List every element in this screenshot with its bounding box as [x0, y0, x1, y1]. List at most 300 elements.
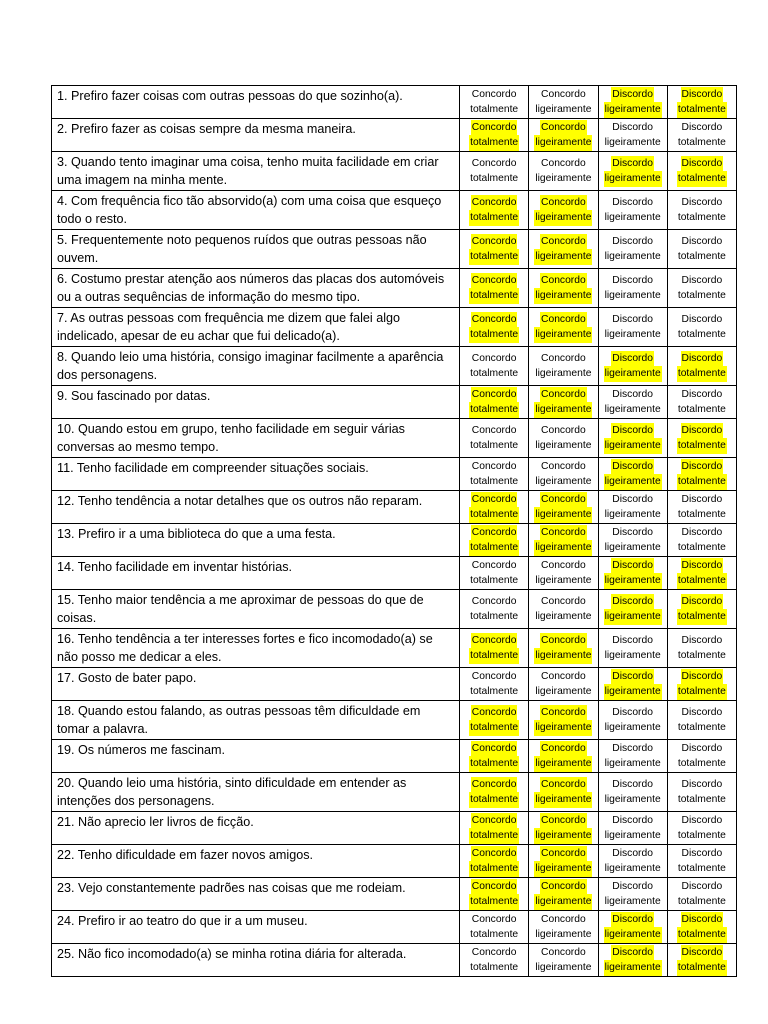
option-concordo-ligeiramente[interactable] — [529, 773, 598, 812]
option-concordo-ligeiramente[interactable] — [529, 152, 598, 191]
option-concordo-totalmente[interactable] — [460, 629, 529, 668]
option-word-1: Concordo — [471, 312, 518, 328]
question-text: 2. Prefiro fazer as coisas sempre da mesma maneira. — [52, 119, 460, 152]
question-text: 7. As outras pessoas com frequência me dizem que falei algo indelicado, apesar de eu achar que fui delicado(a). — [52, 308, 460, 347]
option-concordo-ligeiramente[interactable] — [529, 590, 598, 629]
option-word-2: totalmente — [470, 104, 519, 115]
option-discordo-ligeiramente[interactable] — [598, 86, 667, 119]
option-word-2: totalmente — [469, 756, 519, 772]
option-discordo-totalmente[interactable] — [667, 152, 736, 191]
option-word-2: ligeiramente — [535, 929, 592, 940]
option-concordo-totalmente[interactable] — [460, 668, 529, 701]
question-row — [52, 491, 737, 524]
option-word-1: Discordo — [681, 945, 724, 961]
option-discordo-totalmente[interactable] — [667, 458, 736, 491]
option-word-1: Discordo — [611, 351, 654, 367]
option-concordo-totalmente[interactable] — [460, 524, 529, 557]
question-row — [52, 347, 737, 386]
option-discordo-totalmente[interactable] — [667, 347, 736, 386]
option-concordo-totalmente[interactable] — [460, 269, 529, 308]
option-word-1: Concordo — [471, 492, 518, 508]
option-concordo-ligeiramente[interactable] — [529, 386, 598, 419]
option-concordo-ligeiramente[interactable] — [529, 269, 598, 308]
option-word-2: ligeiramente — [535, 476, 592, 487]
option-word-1: Concordo — [471, 633, 518, 649]
option-word-2: totalmente — [677, 438, 727, 454]
question-text: 13. Prefiro ir a uma biblioteca do que a uma festa. — [52, 524, 460, 557]
option-word-2: ligeiramente — [604, 722, 661, 733]
option-word-1: Concordo — [471, 946, 517, 958]
option-word-1: Discordo — [681, 493, 723, 505]
question-row — [52, 629, 737, 668]
option-concordo-totalmente[interactable] — [460, 878, 529, 911]
option-concordo-ligeiramente[interactable] — [529, 740, 598, 773]
option-word-1: Concordo — [471, 559, 517, 571]
option-concordo-ligeiramente[interactable] — [529, 668, 598, 701]
question-text: 1. Prefiro fazer coisas com outras pessoas do que sozinho(a). — [52, 86, 460, 119]
option-concordo-totalmente[interactable] — [460, 347, 529, 386]
option-word-1: Discordo — [612, 778, 653, 790]
question-row — [52, 701, 737, 740]
option-word-1: Concordo — [471, 120, 518, 136]
question-row — [52, 308, 737, 347]
option-discordo-ligeiramente[interactable] — [598, 386, 667, 419]
option-discordo-totalmente[interactable] — [667, 269, 736, 308]
option-word-2: totalmente — [469, 327, 519, 343]
option-discordo-totalmente[interactable] — [667, 590, 736, 629]
option-discordo-totalmente[interactable] — [667, 773, 736, 812]
option-word-2: ligeiramente — [534, 540, 592, 556]
option-word-2: totalmente — [677, 722, 726, 733]
option-word-2: ligeiramente — [604, 542, 661, 553]
option-word-1: Discordo — [612, 526, 653, 538]
option-word-2: ligeiramente — [604, 102, 662, 118]
option-discordo-ligeiramente[interactable] — [598, 590, 667, 629]
option-discordo-ligeiramente[interactable] — [598, 191, 667, 230]
option-word-2: ligeiramente — [604, 509, 661, 520]
option-word-1: Discordo — [612, 235, 653, 247]
option-concordo-totalmente[interactable] — [460, 458, 529, 491]
question-text: 5. Frequentemente noto pequenos ruídos que outras pessoas não ouvem. — [52, 230, 460, 269]
option-discordo-ligeiramente[interactable] — [598, 911, 667, 944]
option-word-2: totalmente — [470, 929, 519, 940]
option-concordo-ligeiramente[interactable] — [529, 419, 598, 458]
option-discordo-totalmente[interactable] — [667, 911, 736, 944]
option-word-1: Concordo — [540, 633, 587, 649]
option-word-2: ligeiramente — [604, 650, 661, 661]
option-concordo-totalmente[interactable] — [460, 119, 529, 152]
option-word-2: ligeiramente — [604, 830, 661, 841]
option-concordo-ligeiramente[interactable] — [529, 458, 598, 491]
question-text: 6. Costumo prestar atenção aos números das placas dos automóveis ou a outras sequências de informação do mesmo tipo. — [52, 269, 460, 308]
question-row — [52, 944, 737, 977]
option-word-2: ligeiramente — [534, 288, 592, 304]
option-word-1: Discordo — [611, 423, 654, 439]
question-row — [52, 119, 737, 152]
option-word-1: Concordo — [540, 879, 587, 895]
option-word-2: ligeiramente — [604, 960, 662, 976]
option-word-2: totalmente — [469, 249, 519, 265]
option-word-1: Concordo — [471, 913, 517, 925]
option-word-1: Concordo — [471, 88, 517, 100]
option-word-1: Discordo — [681, 594, 724, 610]
option-word-2: totalmente — [470, 476, 519, 487]
option-discordo-ligeiramente[interactable] — [598, 347, 667, 386]
option-word-1: Concordo — [471, 157, 517, 169]
option-discordo-totalmente[interactable] — [667, 668, 736, 701]
option-word-2: totalmente — [469, 720, 519, 736]
option-word-1: Concordo — [471, 195, 518, 211]
option-word-1: Discordo — [611, 558, 654, 574]
option-word-2: ligeiramente — [534, 756, 592, 772]
option-word-1: Concordo — [540, 846, 587, 862]
option-word-2: totalmente — [677, 960, 727, 976]
option-word-1: Concordo — [540, 273, 587, 289]
option-word-2: ligeiramente — [604, 251, 661, 262]
option-word-1: Discordo — [681, 706, 723, 718]
option-word-2: totalmente — [677, 609, 727, 625]
option-word-2: totalmente — [470, 575, 519, 586]
option-word-1: Discordo — [681, 274, 723, 286]
question-row — [52, 191, 737, 230]
option-word-2: ligeiramente — [604, 758, 661, 769]
option-concordo-ligeiramente[interactable] — [529, 230, 598, 269]
option-concordo-ligeiramente[interactable] — [529, 812, 598, 845]
option-word-1: Discordo — [681, 235, 723, 247]
option-word-2: ligeiramente — [534, 210, 592, 226]
option-word-2: ligeiramente — [534, 402, 592, 418]
option-word-2: totalmente — [677, 684, 727, 700]
option-word-1: Discordo — [612, 313, 653, 325]
option-word-1: Concordo — [471, 670, 517, 682]
option-word-1: Concordo — [540, 525, 587, 541]
option-word-2: totalmente — [470, 173, 519, 184]
question-row — [52, 911, 737, 944]
option-word-2: totalmente — [469, 288, 519, 304]
option-word-1: Discordo — [681, 351, 724, 367]
option-word-1: Discordo — [681, 669, 724, 685]
option-discordo-ligeiramente[interactable] — [598, 740, 667, 773]
option-discordo-totalmente[interactable] — [667, 524, 736, 557]
option-word-1: Concordo — [541, 460, 586, 472]
option-discordo-totalmente[interactable] — [667, 845, 736, 878]
option-word-1: Concordo — [540, 195, 587, 211]
option-concordo-totalmente[interactable] — [460, 308, 529, 347]
option-word-1: Concordo — [541, 88, 586, 100]
question-text: 15. Tenho maior tendência a me aproximar de pessoas do que de coisas. — [52, 590, 460, 629]
option-word-2: ligeiramente — [604, 438, 662, 454]
option-word-2: totalmente — [677, 404, 726, 415]
option-concordo-ligeiramente[interactable] — [529, 347, 598, 386]
option-word-1: Discordo — [681, 847, 723, 859]
option-word-1: Concordo — [540, 777, 587, 793]
option-word-1: Concordo — [471, 595, 517, 607]
option-discordo-ligeiramente[interactable] — [598, 629, 667, 668]
option-word-1: Discordo — [681, 526, 723, 538]
option-concordo-totalmente[interactable] — [460, 86, 529, 119]
option-concordo-totalmente[interactable] — [460, 152, 529, 191]
option-discordo-totalmente[interactable] — [667, 386, 736, 419]
option-word-2: totalmente — [677, 830, 726, 841]
question-text: 12. Tenho tendência a notar detalhes que os outros não reparam. — [52, 491, 460, 524]
option-word-2: totalmente — [677, 102, 727, 118]
option-word-2: totalmente — [677, 573, 727, 589]
option-word-2: totalmente — [677, 794, 726, 805]
option-concordo-ligeiramente[interactable] — [529, 944, 598, 977]
option-word-1: Concordo — [541, 352, 586, 364]
option-concordo-ligeiramente[interactable] — [529, 308, 598, 347]
option-word-1: Concordo — [471, 525, 518, 541]
question-text: 18. Quando estou falando, as outras pessoas têm dificuldade em tomar a palavra. — [52, 701, 460, 740]
option-discordo-ligeiramente[interactable] — [598, 152, 667, 191]
option-word-2: totalmente — [677, 863, 726, 874]
option-word-2: ligeiramente — [535, 611, 592, 622]
option-discordo-ligeiramente[interactable] — [598, 524, 667, 557]
option-discordo-ligeiramente[interactable] — [598, 230, 667, 269]
option-word-1: Concordo — [540, 387, 587, 403]
option-word-1: Discordo — [611, 594, 654, 610]
option-discordo-ligeiramente[interactable] — [598, 419, 667, 458]
option-word-1: Discordo — [612, 847, 653, 859]
option-discordo-totalmente[interactable] — [667, 419, 736, 458]
option-discordo-ligeiramente[interactable] — [598, 878, 667, 911]
option-concordo-totalmente[interactable] — [460, 740, 529, 773]
option-word-2: ligeiramente — [535, 173, 592, 184]
option-word-1: Discordo — [612, 196, 653, 208]
option-discordo-totalmente[interactable] — [667, 740, 736, 773]
option-word-1: Concordo — [471, 424, 517, 436]
option-word-1: Discordo — [681, 778, 723, 790]
option-word-2: ligeiramente — [534, 507, 592, 523]
question-text: 24. Prefiro ir ao teatro do que ir a um museu. — [52, 911, 460, 944]
option-word-1: Discordo — [611, 87, 654, 103]
option-concordo-ligeiramente[interactable] — [529, 701, 598, 740]
option-word-1: Concordo — [540, 813, 587, 829]
option-discordo-ligeiramente[interactable] — [598, 491, 667, 524]
option-concordo-ligeiramente[interactable] — [529, 491, 598, 524]
question-text: 25. Não fico incomodado(a) se minha rotina diária for alterada. — [52, 944, 460, 977]
option-concordo-totalmente[interactable] — [460, 491, 529, 524]
question-text: 16. Tenho tendência a ter interesses fortes e fico incomodado(a) se não posso me dedicar a eles. — [52, 629, 460, 668]
option-discordo-ligeiramente[interactable] — [598, 557, 667, 590]
option-concordo-totalmente[interactable] — [460, 812, 529, 845]
option-word-2: ligeiramente — [604, 329, 661, 340]
option-word-1: Discordo — [612, 814, 653, 826]
option-concordo-ligeiramente[interactable] — [529, 629, 598, 668]
option-word-1: Discordo — [681, 814, 723, 826]
option-word-1: Concordo — [471, 705, 518, 721]
option-word-2: totalmente — [677, 366, 727, 382]
option-discordo-totalmente[interactable] — [667, 878, 736, 911]
option-concordo-ligeiramente[interactable] — [529, 878, 598, 911]
option-word-1: Concordo — [471, 234, 518, 250]
option-concordo-totalmente[interactable] — [460, 911, 529, 944]
option-word-1: Concordo — [540, 492, 587, 508]
option-word-2: ligeiramente — [534, 135, 592, 151]
option-discordo-ligeiramente[interactable] — [598, 773, 667, 812]
option-word-1: Discordo — [681, 880, 723, 892]
question-row — [52, 812, 737, 845]
question-text: 20. Quando leio uma história, sinto dificuldade em entender as intenções dos personagens. — [52, 773, 460, 812]
option-word-2: totalmente — [469, 507, 519, 523]
option-word-1: Discordo — [681, 388, 723, 400]
option-discordo-totalmente[interactable] — [667, 191, 736, 230]
option-word-2: ligeiramente — [604, 927, 662, 943]
option-word-1: Discordo — [611, 945, 654, 961]
option-word-2: totalmente — [677, 329, 726, 340]
option-word-1: Discordo — [681, 121, 723, 133]
question-row — [52, 524, 737, 557]
option-discordo-ligeiramente[interactable] — [598, 458, 667, 491]
option-concordo-totalmente[interactable] — [460, 845, 529, 878]
option-word-2: ligeiramente — [604, 171, 662, 187]
option-word-1: Concordo — [471, 352, 517, 364]
option-concordo-totalmente[interactable] — [460, 590, 529, 629]
question-row — [52, 230, 737, 269]
option-discordo-totalmente[interactable] — [667, 230, 736, 269]
option-concordo-ligeiramente[interactable] — [529, 911, 598, 944]
question-text: 4. Com frequência fico tão absorvido(a) com uma coisa que esqueço todo o resto. — [52, 191, 460, 230]
option-concordo-ligeiramente[interactable] — [529, 191, 598, 230]
option-word-1: Concordo — [541, 946, 586, 958]
option-concordo-totalmente[interactable] — [460, 386, 529, 419]
option-word-2: ligeiramente — [534, 648, 592, 664]
option-discordo-ligeiramente[interactable] — [598, 119, 667, 152]
option-word-1: Discordo — [612, 742, 653, 754]
option-word-1: Concordo — [541, 595, 586, 607]
option-word-2: ligeiramente — [604, 290, 661, 301]
option-discordo-totalmente[interactable] — [667, 119, 736, 152]
option-word-1: Concordo — [471, 460, 517, 472]
option-word-1: Discordo — [681, 156, 724, 172]
option-discordo-totalmente[interactable] — [667, 944, 736, 977]
option-word-2: ligeiramente — [535, 575, 592, 586]
question-text: 11. Tenho facilidade em compreender situações sociais. — [52, 458, 460, 491]
option-word-2: totalmente — [469, 135, 519, 151]
option-word-2: totalmente — [677, 251, 726, 262]
question-text: 17. Gosto de bater papo. — [52, 668, 460, 701]
option-concordo-ligeiramente[interactable] — [529, 524, 598, 557]
option-word-2: ligeiramente — [604, 404, 661, 415]
option-word-2: totalmente — [470, 368, 519, 379]
option-word-1: Concordo — [471, 879, 518, 895]
option-word-2: totalmente — [677, 758, 726, 769]
option-discordo-totalmente[interactable] — [667, 308, 736, 347]
option-word-2: ligeiramente — [604, 474, 662, 490]
question-text: 8. Quando leio uma história, consigo imaginar facilmente a aparência dos personagens. — [52, 347, 460, 386]
option-word-1: Discordo — [612, 706, 653, 718]
option-word-2: ligeiramente — [535, 368, 592, 379]
option-word-2: ligeiramente — [534, 861, 592, 877]
option-word-2: ligeiramente — [534, 792, 592, 808]
option-word-1: Discordo — [681, 742, 723, 754]
option-concordo-ligeiramente[interactable] — [529, 845, 598, 878]
option-concordo-totalmente[interactable] — [460, 944, 529, 977]
option-concordo-totalmente[interactable] — [460, 230, 529, 269]
option-word-2: ligeiramente — [534, 828, 592, 844]
option-word-2: ligeiramente — [534, 327, 592, 343]
question-text: 23. Vejo constantemente padrões nas coisas que me rodeiam. — [52, 878, 460, 911]
option-concordo-totalmente[interactable] — [460, 557, 529, 590]
option-word-1: Concordo — [471, 387, 518, 403]
option-word-1: Concordo — [541, 670, 586, 682]
option-word-2: totalmente — [469, 894, 519, 910]
option-word-1: Concordo — [471, 777, 518, 793]
option-concordo-ligeiramente[interactable] — [529, 86, 598, 119]
question-row — [52, 419, 737, 458]
question-row — [52, 590, 737, 629]
option-discordo-totalmente[interactable] — [667, 812, 736, 845]
option-word-1: Discordo — [612, 634, 653, 646]
option-word-1: Discordo — [612, 274, 653, 286]
option-word-2: ligeiramente — [604, 366, 662, 382]
question-row — [52, 269, 737, 308]
option-word-1: Concordo — [471, 813, 518, 829]
option-word-2: ligeiramente — [534, 894, 592, 910]
question-row — [52, 86, 737, 119]
option-word-1: Discordo — [611, 156, 654, 172]
question-text: 10. Quando estou em grupo, tenho facilidade em seguir várias conversas ao mesmo tempo. — [52, 419, 460, 458]
option-concordo-totalmente[interactable] — [460, 701, 529, 740]
option-word-2: totalmente — [677, 927, 727, 943]
option-discordo-ligeiramente[interactable] — [598, 812, 667, 845]
option-word-2: totalmente — [469, 402, 519, 418]
option-word-2: totalmente — [677, 542, 726, 553]
option-word-2: ligeiramente — [535, 440, 592, 451]
option-discordo-ligeiramente[interactable] — [598, 701, 667, 740]
option-word-2: totalmente — [469, 648, 519, 664]
question-row — [52, 668, 737, 701]
option-discordo-ligeiramente[interactable] — [598, 944, 667, 977]
option-concordo-totalmente[interactable] — [460, 773, 529, 812]
option-discordo-ligeiramente[interactable] — [598, 845, 667, 878]
option-discordo-ligeiramente[interactable] — [598, 308, 667, 347]
option-discordo-totalmente[interactable] — [667, 491, 736, 524]
option-discordo-ligeiramente[interactable] — [598, 668, 667, 701]
question-row — [52, 878, 737, 911]
option-word-2: ligeiramente — [604, 212, 661, 223]
option-word-2: totalmente — [469, 210, 519, 226]
option-concordo-ligeiramente[interactable] — [529, 119, 598, 152]
option-concordo-ligeiramente[interactable] — [529, 557, 598, 590]
option-concordo-totalmente[interactable] — [460, 191, 529, 230]
option-word-2: totalmente — [470, 611, 519, 622]
question-text: 14. Tenho facilidade em inventar histórias. — [52, 557, 460, 590]
option-discordo-totalmente[interactable] — [667, 86, 736, 119]
option-word-1: Discordo — [612, 388, 653, 400]
option-word-1: Discordo — [681, 558, 724, 574]
option-discordo-totalmente[interactable] — [667, 629, 736, 668]
option-discordo-totalmente[interactable] — [667, 557, 736, 590]
option-word-2: totalmente — [677, 474, 727, 490]
option-word-2: totalmente — [469, 861, 519, 877]
option-discordo-totalmente[interactable] — [667, 701, 736, 740]
option-word-2: ligeiramente — [604, 794, 661, 805]
option-discordo-ligeiramente[interactable] — [598, 269, 667, 308]
option-word-2: totalmente — [677, 650, 726, 661]
question-text: 21. Não aprecio ler livros de ficção. — [52, 812, 460, 845]
option-word-2: totalmente — [677, 290, 726, 301]
option-word-1: Concordo — [540, 705, 587, 721]
option-concordo-totalmente[interactable] — [460, 419, 529, 458]
option-word-1: Discordo — [681, 423, 724, 439]
option-word-2: totalmente — [677, 509, 726, 520]
option-word-2: ligeiramente — [535, 686, 592, 697]
question-row — [52, 845, 737, 878]
option-word-1: Concordo — [540, 741, 587, 757]
option-word-1: Concordo — [540, 312, 587, 328]
option-word-2: totalmente — [469, 792, 519, 808]
